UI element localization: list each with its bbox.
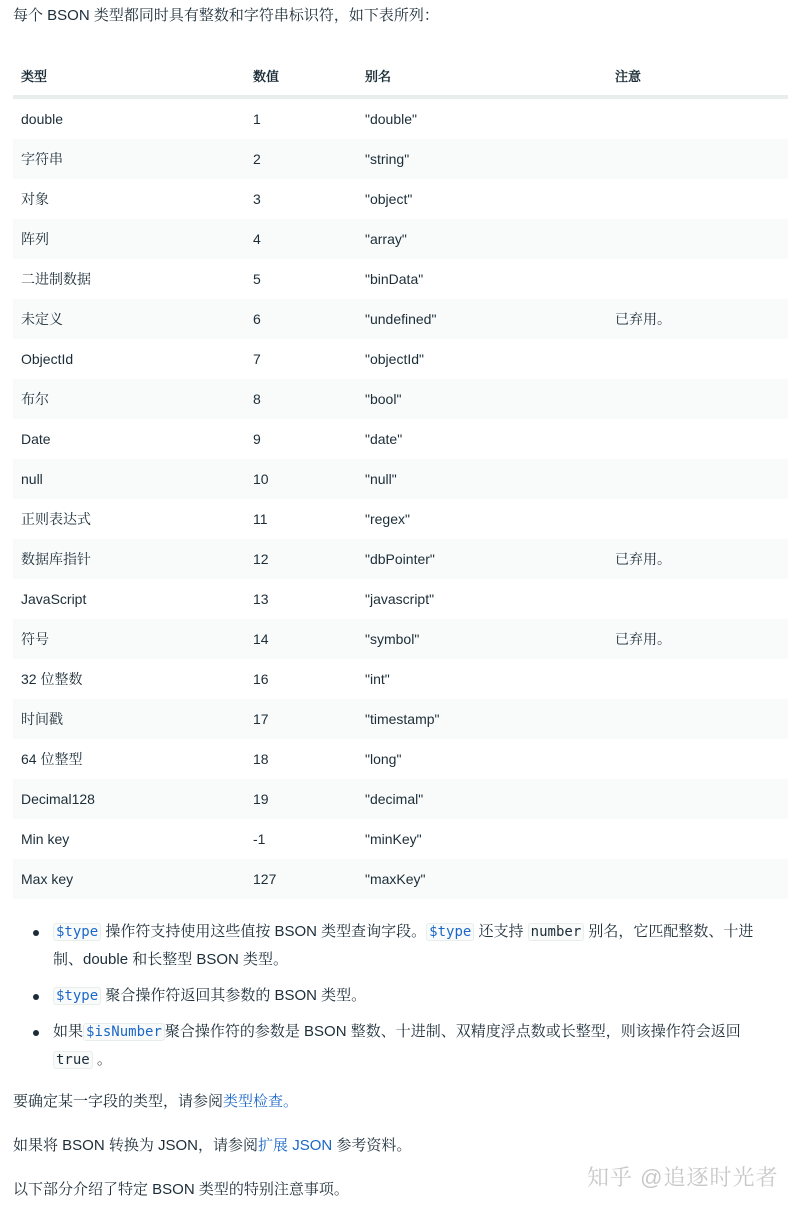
table-row: [13, 179, 788, 219]
cell-alias: "regex": [365, 511, 410, 527]
table-row: [13, 339, 788, 379]
cell-type: double: [21, 111, 64, 127]
table-row: [13, 859, 788, 899]
cell-note: 已弃用。: [615, 551, 671, 567]
table-body: [13, 99, 788, 899]
table-row: [13, 139, 788, 179]
cell-number: 13: [253, 591, 269, 607]
cell-type: 32 位整数: [21, 671, 83, 687]
cell-number: 127: [253, 871, 277, 887]
cell-number: 6: [253, 311, 261, 327]
type-operator-link[interactable]: $type: [53, 923, 101, 941]
cell-alias: "maxKey": [365, 871, 426, 887]
cell-type: JavaScript: [21, 591, 87, 607]
table-row: [13, 819, 788, 859]
cell-type: 未定义: [21, 311, 63, 327]
header-alias: 别名: [365, 68, 392, 84]
cell-alias: "timestamp": [365, 711, 440, 727]
list-text: 别名，它匹配整数、十进制、double 和长整型 BSON 类型。: [53, 923, 754, 968]
paragraph-type-check: [13, 1091, 298, 1113]
cell-type: ObjectId: [21, 351, 74, 367]
paragraph-notes: 以下部分介绍了特定 BSON 类型的特别注意事项。: [13, 1181, 349, 1198]
cell-alias: "object": [365, 191, 413, 207]
para-text: 如果将 BSON 转换为 JSON，请参阅: [13, 1137, 259, 1154]
cell-number: 4: [253, 231, 261, 247]
cell-number: 2: [253, 151, 261, 167]
table-row: [13, 659, 788, 699]
type-check-link[interactable]: 类型检查。: [223, 1093, 299, 1110]
cell-number: 9: [253, 431, 261, 447]
notes-list: [0, 918, 783, 1082]
cell-alias: "null": [365, 471, 397, 487]
cell-alias: "binData": [365, 271, 424, 287]
cell-type: Decimal128: [21, 791, 95, 807]
cell-alias: "bool": [365, 391, 402, 407]
cell-note: 已弃用。: [615, 631, 671, 647]
cell-alias: "date": [365, 431, 403, 447]
list-text: 聚合操作符返回其参数的 BSON 类型。: [101, 987, 367, 1004]
table-row: [13, 99, 788, 139]
intro-text: 每个 BSON 类型都同时具有整数和字符串标识符，如下表所列：: [13, 7, 439, 24]
list-item: [53, 1018, 783, 1074]
cell-number: 18: [253, 751, 269, 767]
para-text: 要确定某一字段的类型，请参阅: [13, 1093, 224, 1110]
cell-type: 符号: [21, 631, 49, 647]
watermark: 知乎 @追逐时光者: [587, 1165, 779, 1190]
header-number: 数值: [253, 68, 280, 84]
list-text: 操作符支持使用这些值按 BSON 类型查询字段。: [101, 923, 427, 940]
cell-alias: "decimal": [365, 791, 424, 807]
cell-type: Min key: [21, 831, 70, 847]
cell-number: 7: [253, 351, 261, 367]
table-row: [13, 299, 788, 339]
cell-alias: "javascript": [365, 591, 435, 607]
cell-number: 12: [253, 551, 269, 567]
paragraph-extended-json: [13, 1135, 411, 1157]
cell-alias: "double": [365, 111, 417, 127]
cell-type: Date: [21, 431, 51, 447]
cell-number: 16: [253, 671, 269, 687]
cell-number: 11: [253, 511, 268, 527]
table-row: [13, 419, 788, 459]
list-text: 聚合操作符的参数是 BSON 整数、十进制、双精度浮点数或长整型，则该操作符会返回: [164, 1023, 741, 1040]
cell-number: 17: [253, 711, 269, 727]
cell-type: 数据库指针: [21, 551, 91, 567]
type-aggregation-link[interactable]: $type: [53, 987, 101, 1005]
cell-type: 阵列: [21, 231, 49, 247]
extended-json-link[interactable]: 扩展 JSON: [258, 1137, 333, 1154]
cell-number: -1: [253, 831, 266, 847]
list-item: [53, 918, 783, 974]
table-row: [13, 739, 788, 779]
para-text: 参考资料。: [332, 1137, 412, 1154]
cell-number: 1: [253, 111, 261, 127]
cell-number: 3: [253, 191, 261, 207]
cell-alias: "minKey": [365, 831, 422, 847]
bson-types-table: [13, 55, 788, 899]
cell-alias: "symbol": [365, 631, 420, 647]
cell-type: Max key: [21, 871, 74, 887]
table-row: [13, 539, 788, 579]
header-note: 注意: [615, 68, 642, 84]
cell-number: 14: [253, 631, 269, 647]
table-header: [13, 55, 788, 99]
table-row: [13, 219, 788, 259]
table-row: [13, 379, 788, 419]
cell-note: 已弃用。: [615, 311, 671, 327]
cell-number: 10: [253, 471, 269, 487]
table-row: [13, 619, 788, 659]
cell-number: 8: [253, 391, 261, 407]
cell-type: 64 位整型: [21, 751, 83, 767]
list-item: [53, 982, 783, 1010]
cell-type: 时间戳: [21, 711, 63, 727]
cell-number: 19: [253, 791, 269, 807]
cell-alias: "array": [365, 231, 407, 247]
cell-type: null: [21, 471, 43, 487]
table-row: [13, 499, 788, 539]
table-row: [13, 579, 788, 619]
table-row: [13, 779, 788, 819]
header-type: 类型: [21, 68, 48, 84]
cell-alias: "objectId": [365, 351, 424, 367]
cell-alias: "dbPointer": [365, 551, 435, 567]
cell-type: 字符串: [21, 151, 63, 167]
cell-number: 5: [253, 271, 261, 287]
cell-type: 正则表达式: [21, 511, 91, 527]
list-text: 。: [92, 1051, 112, 1068]
inline-code: number: [528, 923, 585, 941]
inline-code: true: [53, 1051, 93, 1069]
type-operator-link[interactable]: $type: [426, 923, 474, 941]
cell-alias: "undefined": [365, 311, 437, 327]
isnumber-link[interactable]: $isNumber: [83, 1023, 165, 1041]
table-row: [13, 699, 788, 739]
cell-type: 二进制数据: [21, 271, 91, 287]
table-row: [13, 259, 788, 299]
cell-alias: "int": [365, 671, 390, 687]
list-text: 如果: [53, 1023, 84, 1040]
cell-type: 布尔: [21, 391, 49, 407]
cell-type: 对象: [21, 191, 49, 207]
cell-alias: "long": [365, 751, 402, 767]
cell-alias: "string": [365, 151, 410, 167]
list-text: 还支持: [474, 923, 528, 940]
table-row: [13, 459, 788, 499]
